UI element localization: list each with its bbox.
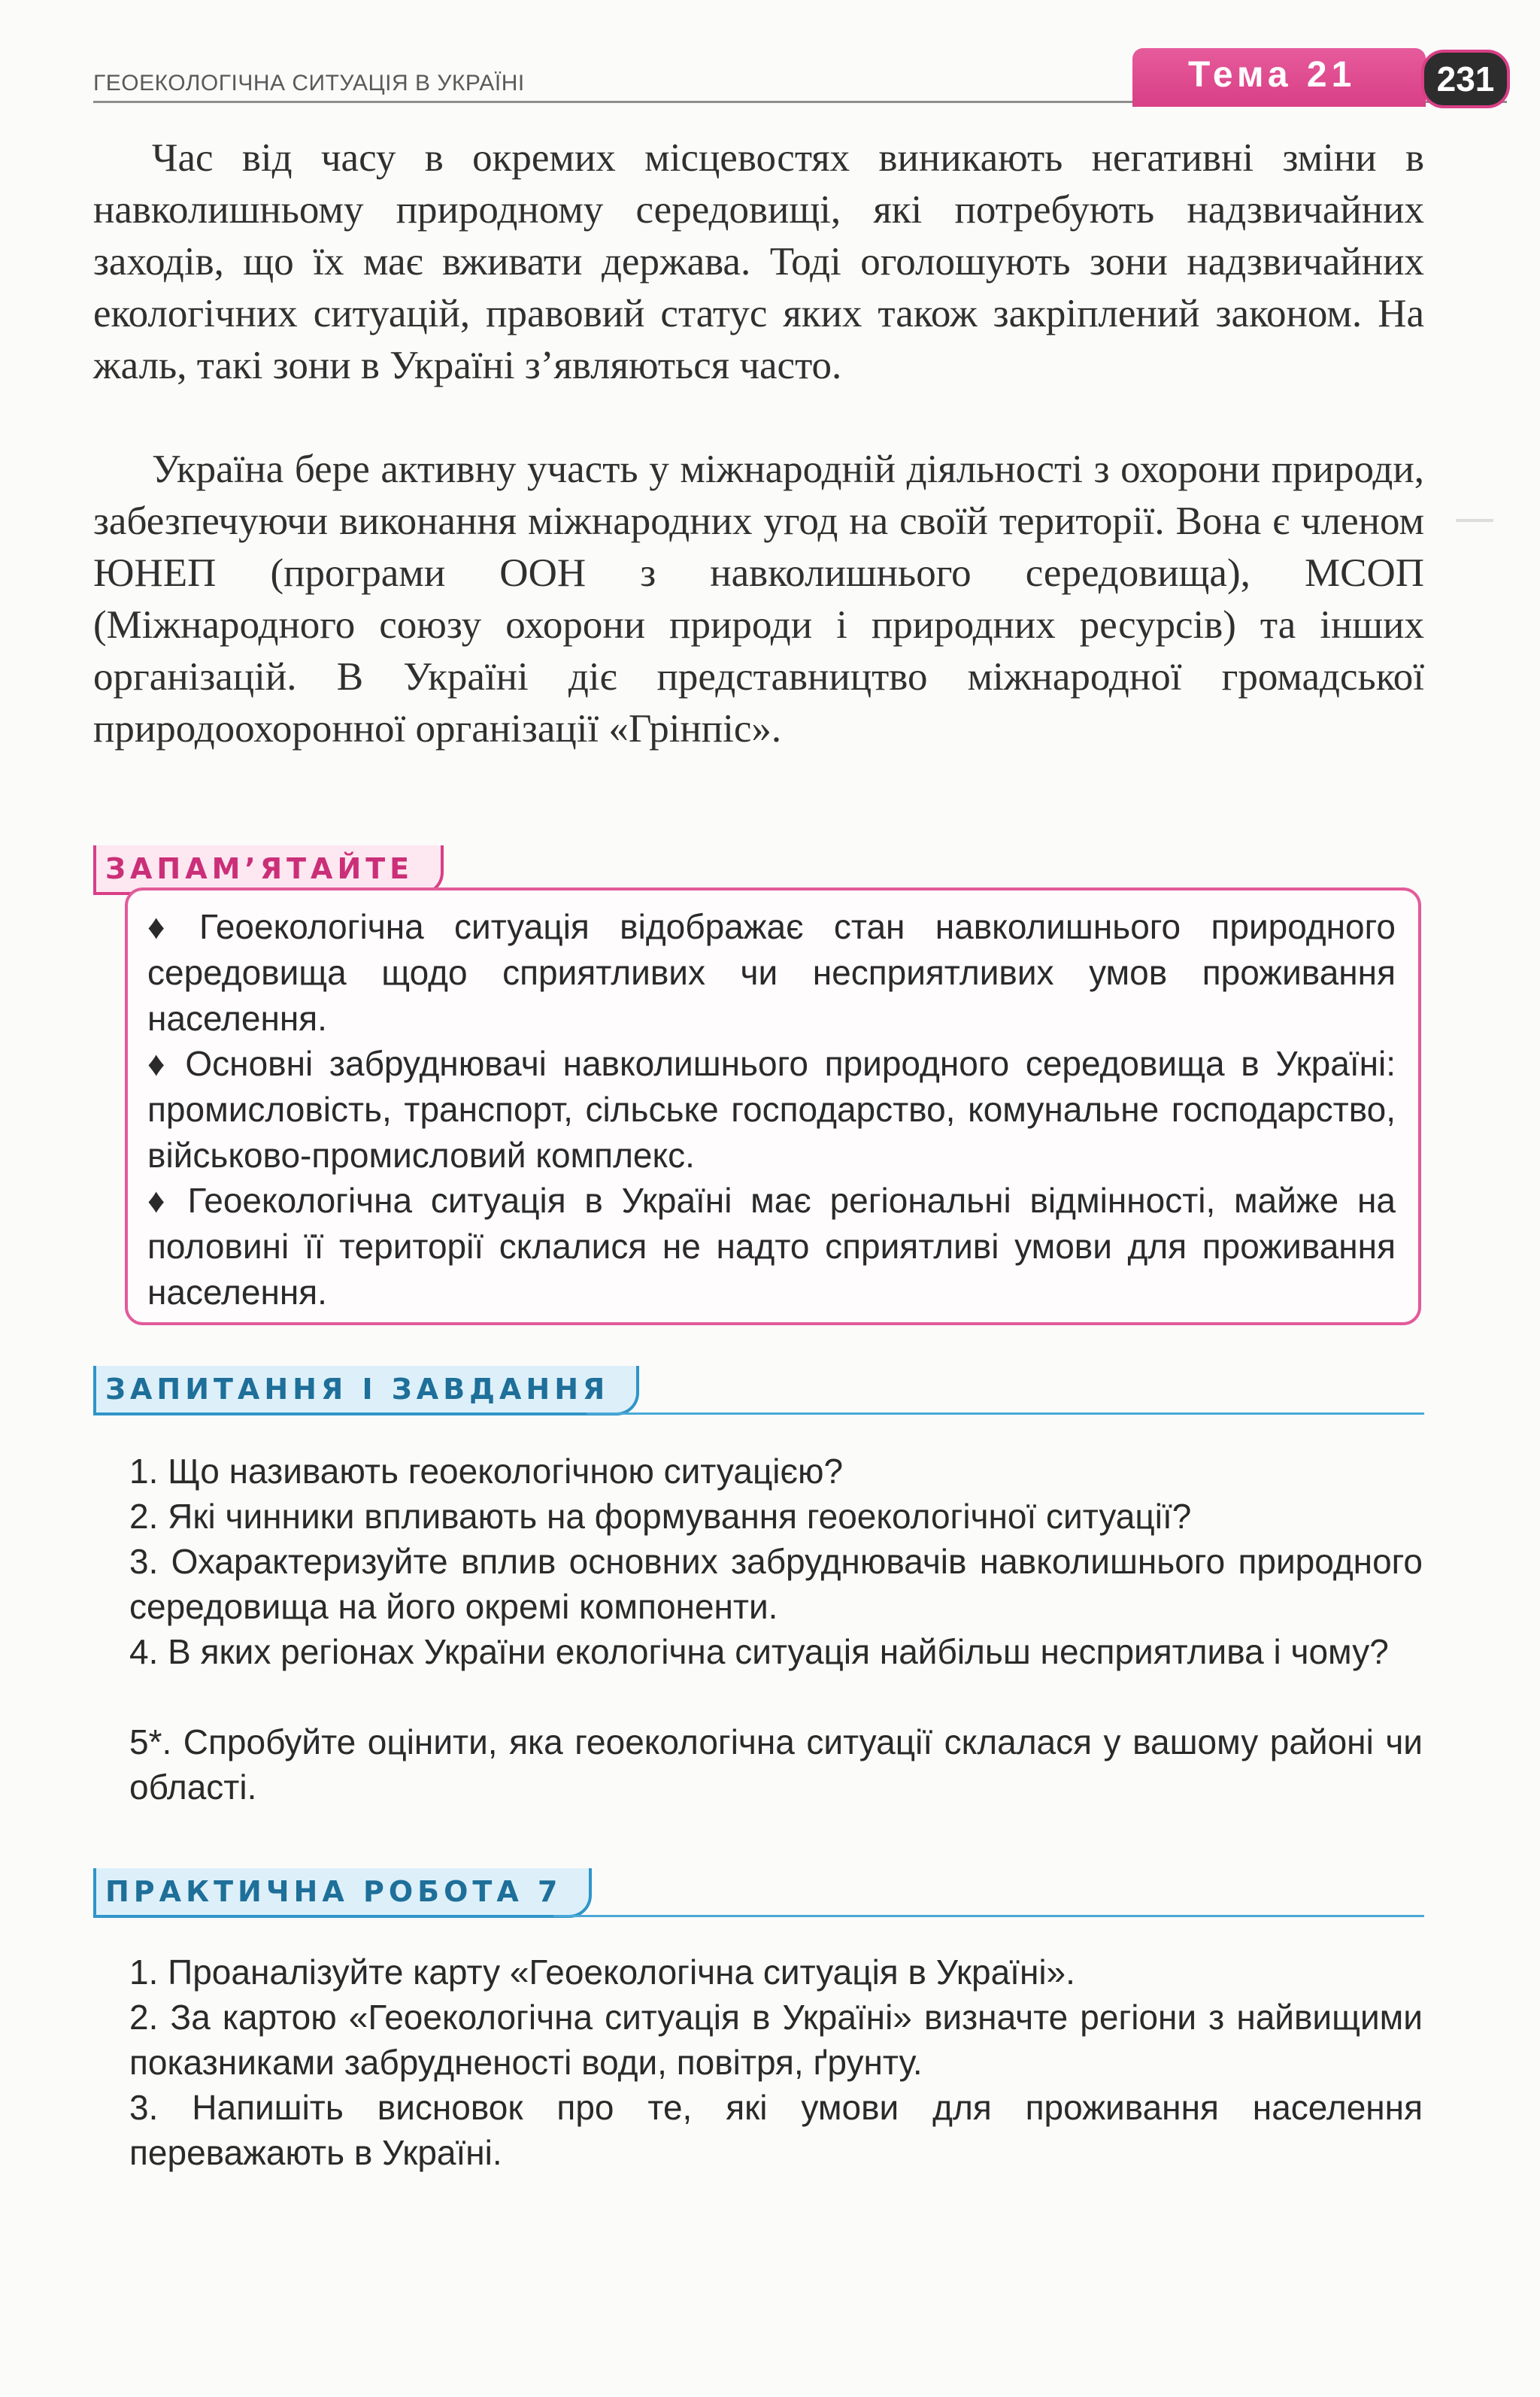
- practical-item: 2. За картою «Геоекологічна ситуація в Україні» визначте регіони з найвищими показниками забрудненості води, повітря, ґрунту.: [129, 1998, 1423, 2082]
- questions-section-title: ЗАПИТАННЯ І ЗАВДАННЯ: [93, 1366, 639, 1415]
- questions-section-rule: [587, 1412, 1424, 1415]
- remember-item-text: Геоекологічна ситуація в Україні має регіональні відмінності, майже на половині її території склалися не надто сприятливі умови для проживання населення.: [147, 1181, 1396, 1312]
- practical-section-rule: [553, 1915, 1424, 1917]
- margin-mark: [1456, 519, 1493, 522]
- remember-item-text: Основні забруднювачі навколишнього природного середовища в Україні: промисловість, транспорт, сільське господарство, комунальне господарство, військово-промисловий комплекс.: [147, 1044, 1396, 1175]
- paragraph-emergency-zones: Час від часу в окремих місцевостях виникають негативні зміни в навколишньому природному середовищі, які потребують надзвичайних заходів, що їх має вживати держава. Тоді оголошують зони надзвичайних екологічних ситуацій, правовий статус яких також закріплений законом. На жаль, такі зони в Україні з’являються часто.: [93, 136, 1424, 387]
- topic-label: Тема 21: [1188, 55, 1357, 95]
- question-item: 4. В яких регіонах України екологічна ситуація найбільш несприятлива і чому?: [129, 1632, 1389, 1671]
- running-title: ГЕОЕКОЛОГІЧНА СИТУАЦІЯ В УКРАЇНІ: [93, 71, 525, 96]
- question-item: 2. Які чинники впливають на формування геоекологічної ситуації?: [129, 1497, 1192, 1536]
- remember-item: [147, 1041, 1396, 1179]
- practical-item: 3. Напишіть висновок про те, які умови для проживання населення переважають в Україні.: [129, 2088, 1423, 2172]
- remember-section-title: ЗАПАМ’ЯТАЙТЕ: [93, 845, 444, 895]
- page-number: 231: [1421, 50, 1510, 108]
- diamond-bullet-icon: ♦: [147, 1181, 174, 1220]
- paragraph-international-cooperation: Україна бере активну участь у міжнародній діяльності з охорони природи, забезпечуючи виконання міжнародних угод на своїй території. Вона є членом ЮНЕП (програми ООН з навколишнього середовища), МСОП (Міжнародного союзу охорони природи і природних ресурсів) та інших організацій. В Україні діє представництво міжнародної громадської природоохоронної організації «Грінпіс».: [93, 448, 1424, 751]
- question-item: 5*. Спробуйте оцінити, яка геоекологічна ситуації склалася у вашому районі чи області.: [129, 1722, 1423, 1807]
- diamond-bullet-icon: ♦: [147, 1044, 172, 1083]
- diamond-bullet-icon: ♦: [147, 907, 186, 946]
- remember-item: [147, 904, 1396, 1042]
- remember-item: [147, 1178, 1396, 1315]
- question-item: 1. Що називають геоекологічною ситуацією?: [129, 1452, 844, 1491]
- remember-item-text: Геоекологічна ситуація відображає стан навколишнього природного середовища щодо сприятливих чи несприятливих умов проживання населення.: [147, 907, 1396, 1038]
- practical-section-title: ПРАКТИЧНА РОБОТА 7: [93, 1868, 592, 1918]
- practical-item: 1. Проаналізуйте карту «Геоекологічна ситуація в Україні».: [129, 1952, 1075, 1992]
- question-item: 3. Охарактеризуйте вплив основних забруднювачів навколишнього природного середовища на його окремі компоненти.: [129, 1542, 1423, 1626]
